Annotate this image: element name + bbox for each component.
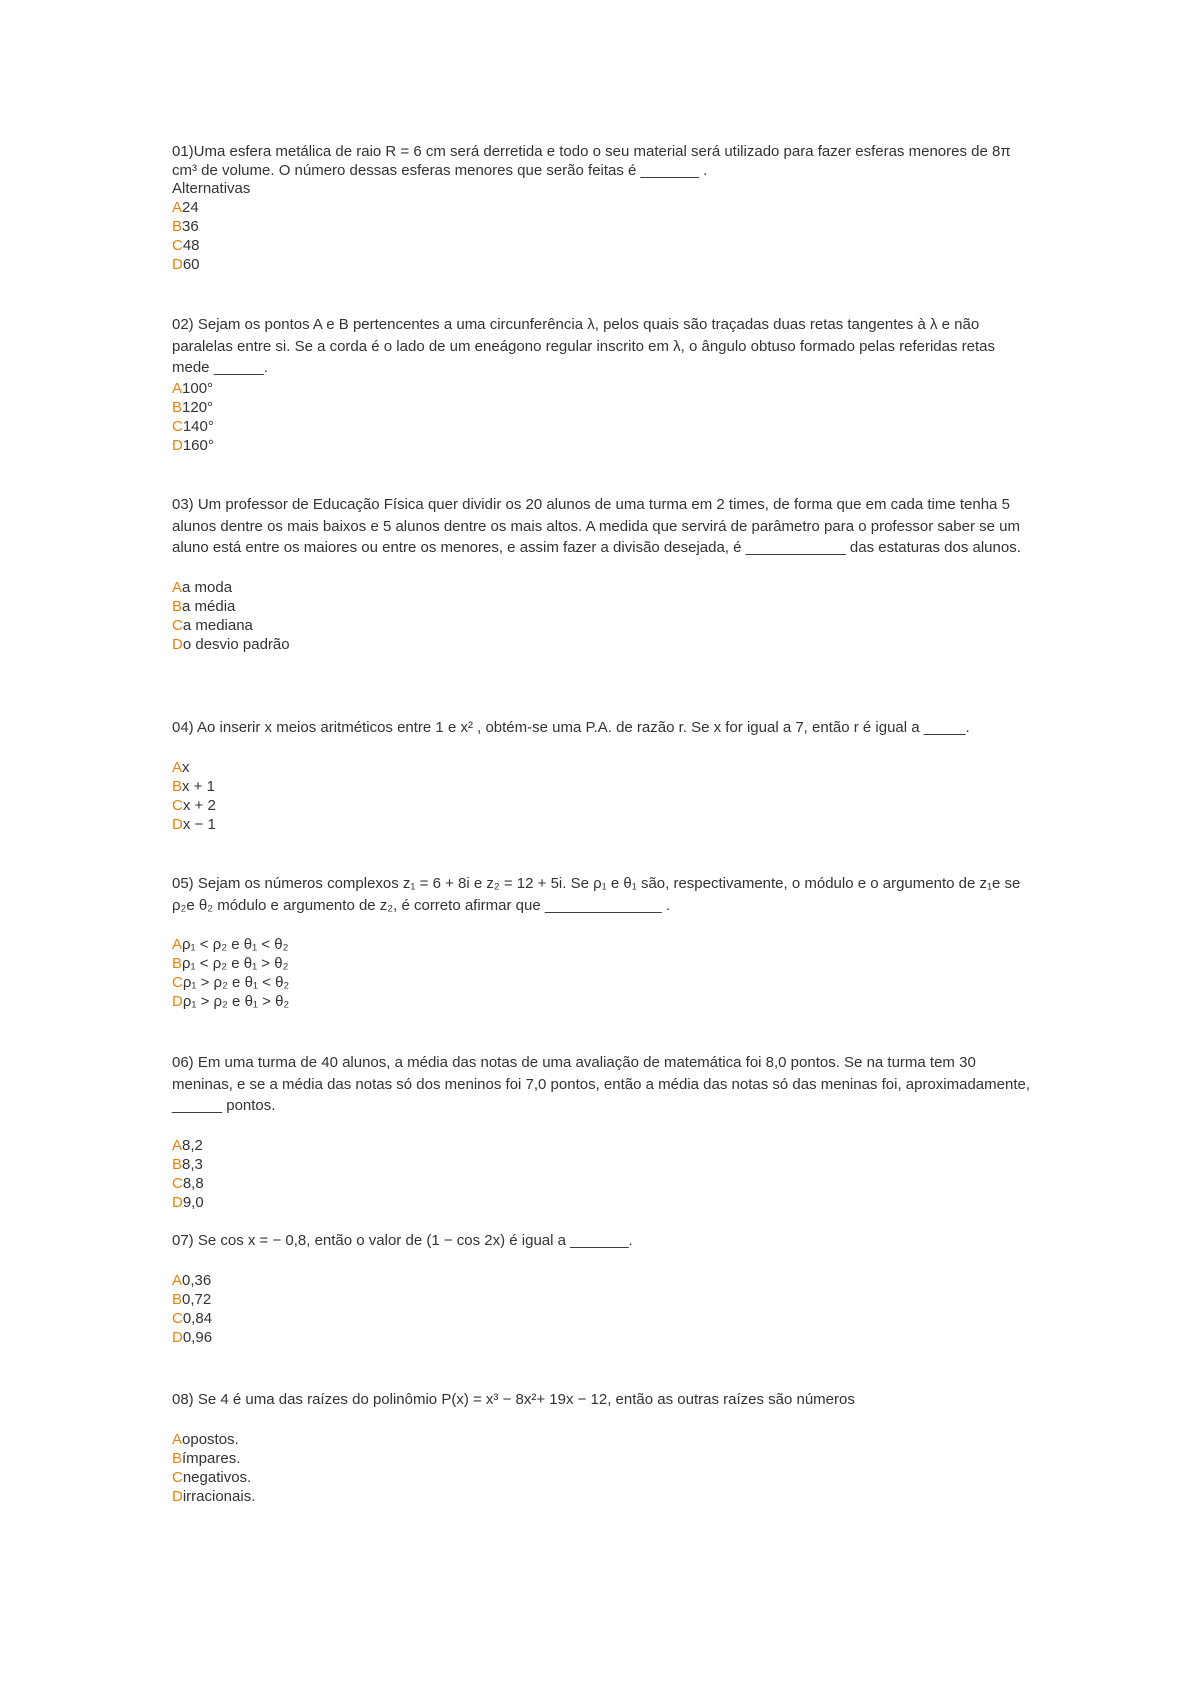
option-letter: D xyxy=(172,1328,183,1346)
options-list xyxy=(172,578,1032,654)
option-text: 48 xyxy=(182,237,200,254)
options-list xyxy=(172,379,1032,455)
options-list xyxy=(172,1430,1032,1506)
option-text: a média xyxy=(182,597,236,615)
option-b[interactable] xyxy=(172,954,1032,973)
option-a[interactable] xyxy=(172,198,1032,217)
options-list xyxy=(172,935,1032,1011)
question-6 xyxy=(172,1052,1032,1212)
option-d[interactable] xyxy=(172,1487,1032,1506)
question-7 xyxy=(172,1230,1032,1347)
option-letter: D xyxy=(172,1487,183,1505)
option-text: ímpares. xyxy=(182,1449,241,1467)
option-letter: A xyxy=(172,936,183,953)
option-letter: A xyxy=(172,578,183,596)
option-text: 0,72 xyxy=(182,1290,212,1308)
option-letter: C xyxy=(172,1468,183,1486)
question-stem: 06) Em uma turma de 40 alunos, a média das notas de uma avaliação de matemática foi 8,0 pontos. Se na turma tem 30 meninas, e se a média das notas só dos meninos foi 7,0 pontos, então a média das notas só das meninas foi, aproximadamente, ______ pontos. xyxy=(172,1054,1031,1114)
option-letter: D xyxy=(172,1193,183,1211)
option-c[interactable] xyxy=(172,616,1032,635)
option-b[interactable] xyxy=(172,597,1032,616)
option-text: 160° xyxy=(182,436,214,454)
option-text: ρ₁ < ρ₂ e θ₁ > θ₂ xyxy=(182,955,289,972)
alternatives-label: Alternativas xyxy=(172,180,251,197)
question-3 xyxy=(172,494,1032,654)
question-stem: 07) Se cos x = − 0,8, então o valor de (1 − cos 2x) é igual a _______. xyxy=(172,1232,633,1249)
option-text: ρ₁ < ρ₂ e θ₁ < θ₂ xyxy=(182,936,289,953)
option-d[interactable] xyxy=(172,1193,1032,1212)
option-letter: C xyxy=(172,417,183,435)
option-b[interactable] xyxy=(172,1449,1032,1468)
option-text: 9,0 xyxy=(182,1193,204,1211)
option-text: 0,36 xyxy=(182,1271,212,1289)
option-letter: D xyxy=(172,635,183,653)
question-stem: 03) Um professor de Educação Física quer dividir os 20 alunos de uma turma em 2 times, de forma que em cada time tenha 5 alunos dentre os mais baixos e 5 alunos dentre os mais altos. A medida que servirá de parâmetro para o professor saber se um aluno está entre os maiores ou entre os menores, e assim fazer a divisão desejada, é ____________ das estaturas dos alunos. xyxy=(172,496,1021,556)
option-text: x + 1 xyxy=(182,777,215,795)
option-c[interactable] xyxy=(172,236,1032,255)
question-1 xyxy=(172,143,1032,274)
option-letter: B xyxy=(172,218,183,235)
option-letter: C xyxy=(172,1309,183,1327)
option-letter: A xyxy=(172,199,183,216)
option-c[interactable] xyxy=(172,417,1032,436)
option-a[interactable] xyxy=(172,935,1032,954)
option-letter: A xyxy=(172,1136,183,1154)
option-text: x xyxy=(182,758,190,776)
option-letter: B xyxy=(172,1290,183,1308)
option-d[interactable] xyxy=(172,1328,1032,1347)
option-a[interactable] xyxy=(172,1430,1032,1449)
option-c[interactable] xyxy=(172,1468,1032,1487)
option-a[interactable] xyxy=(172,1136,1032,1155)
options-list xyxy=(172,758,1032,834)
options-list xyxy=(172,1136,1032,1212)
option-a[interactable] xyxy=(172,379,1032,398)
option-letter: C xyxy=(172,616,183,634)
option-text: 36 xyxy=(182,218,199,235)
option-d[interactable] xyxy=(172,992,1032,1011)
option-text: 0,96 xyxy=(182,1328,213,1346)
option-text: a mediana xyxy=(182,616,253,634)
option-d[interactable] xyxy=(172,255,1032,274)
question-stem: 02) Sejam os pontos A e B pertencentes a uma circunferência λ, pelos quais são traçadas duas retas tangentes à λ e não paralelas entre si. Se a corda é o lado de um eneágono regular inscrito em λ, o ângulo obtuso formado pelas referidas retas mede ______. xyxy=(172,316,995,376)
option-letter: C xyxy=(172,974,183,991)
options-list xyxy=(172,1271,1032,1347)
question-stem: 01)Uma esfera metálica de raio R = 6 cm será derretida e todo o seu material será utilizado para fazer esferas menores de 8π cm³ de volume. O número dessas esferas menores que serão feitas é _______ . xyxy=(172,143,1011,179)
option-text: 120° xyxy=(182,398,214,416)
option-letter: A xyxy=(172,379,183,397)
option-text: irracionais. xyxy=(182,1487,256,1505)
option-letter: B xyxy=(172,398,183,416)
question-8 xyxy=(172,1389,1032,1506)
option-text: x − 1 xyxy=(182,815,216,833)
option-a[interactable] xyxy=(172,1271,1032,1290)
option-d[interactable] xyxy=(172,815,1032,834)
option-letter: A xyxy=(172,1271,183,1289)
question-4 xyxy=(172,717,1032,834)
option-d[interactable] xyxy=(172,436,1032,455)
option-c[interactable] xyxy=(172,796,1032,815)
option-d[interactable] xyxy=(172,635,1032,654)
option-letter: B xyxy=(172,955,183,972)
option-text: 24 xyxy=(182,199,199,216)
option-letter: C xyxy=(172,796,183,814)
option-text: x + 2 xyxy=(182,796,216,814)
option-text: ρ₁ > ρ₂ e θ₁ < θ₂ xyxy=(182,974,290,991)
question-stem: 04) Ao inserir x meios aritméticos entre 1 e x² , obtém-se uma P.A. de razão r. Se x for igual a 7, então r é igual a _____. xyxy=(172,719,970,736)
option-letter: B xyxy=(172,1449,183,1467)
option-text: a moda xyxy=(182,578,233,596)
option-letter: D xyxy=(172,993,183,1010)
option-letter: C xyxy=(172,237,183,254)
option-text: o desvio padrão xyxy=(182,635,290,653)
option-b[interactable] xyxy=(172,217,1032,236)
option-letter: B xyxy=(172,1155,183,1173)
option-text: opostos. xyxy=(182,1430,239,1448)
option-c[interactable] xyxy=(172,973,1032,992)
options-list xyxy=(172,198,1032,274)
option-a[interactable] xyxy=(172,758,1032,777)
option-letter: B xyxy=(172,597,183,615)
option-text: 60 xyxy=(182,256,200,273)
question-stem: 08) Se 4 é uma das raízes do polinômio P(x) = x³ − 8x²+ 19x − 12, então as outras raízes são números xyxy=(172,1391,855,1408)
option-text: negativos. xyxy=(182,1468,252,1486)
option-c[interactable] xyxy=(172,1309,1032,1328)
option-letter: A xyxy=(172,758,183,776)
question-2 xyxy=(172,314,1032,455)
option-letter: D xyxy=(172,436,183,454)
option-b[interactable] xyxy=(172,1290,1032,1309)
option-text: 8,3 xyxy=(182,1155,203,1173)
option-b[interactable] xyxy=(172,1155,1032,1174)
question-stem: 05) Sejam os números complexos z₁ = 6 + 8i e z₂ = 12 + 5i. Se ρ₁ e θ₁ são, respectivamente, o módulo e o argumento de z₁e se ρ₂e θ₂ módulo e argumento de z₂, é correto afirmar que ______________ . xyxy=(172,875,1021,914)
question-5 xyxy=(172,873,1032,1011)
option-text: 8,2 xyxy=(182,1136,203,1154)
option-text: 8,8 xyxy=(182,1174,204,1192)
option-text: 100° xyxy=(182,379,214,397)
option-c[interactable] xyxy=(172,1174,1032,1193)
option-b[interactable] xyxy=(172,777,1032,796)
option-letter: A xyxy=(172,1430,183,1448)
option-text: ρ₁ > ρ₂ e θ₁ > θ₂ xyxy=(182,993,290,1010)
option-b[interactable] xyxy=(172,398,1032,417)
option-text: 0,84 xyxy=(182,1309,213,1327)
option-letter: D xyxy=(172,815,183,833)
option-letter: B xyxy=(172,777,183,795)
option-letter: D xyxy=(172,256,183,273)
option-letter: C xyxy=(172,1174,183,1192)
option-a[interactable] xyxy=(172,578,1032,597)
option-text: 140° xyxy=(182,417,214,435)
